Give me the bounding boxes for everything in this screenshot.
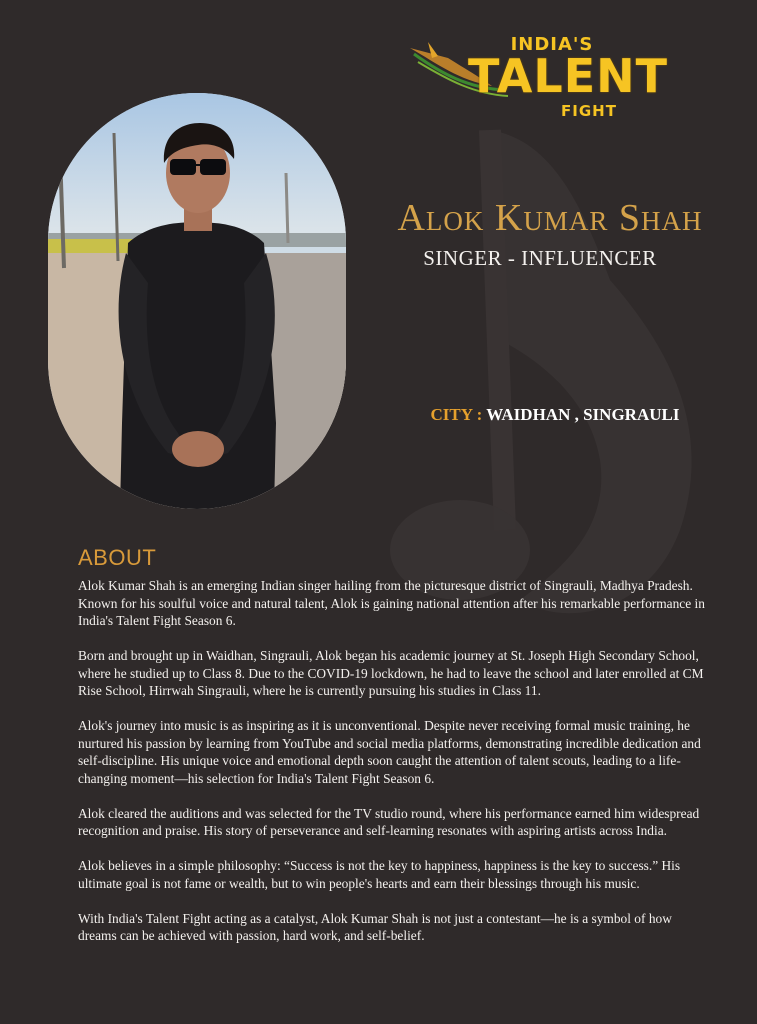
city-label: CITY : <box>430 405 483 424</box>
about-heading: ABOUT <box>78 545 157 570</box>
logo-line-indias: INDIA'S <box>510 34 594 55</box>
logo-line-fight: FIGHT <box>561 102 617 120</box>
about-paragraph: Alok believes in a simple philosophy: “Success is not the key to happiness, happiness is the key to success.” His ultimate goal is not fame or wealth, but to win people's hearts and earn their blessings through his music. <box>78 858 681 891</box>
city-line <box>405 405 705 425</box>
about-body <box>78 577 706 962</box>
profile-photo <box>48 93 346 509</box>
person-name: Alok Kumar Shah <box>397 197 703 239</box>
about-paragraph: Alok Kumar Shah is an emerging Indian singer hailing from the picturesque district of Singrauli, Madhya Pradesh. Known for his soulful voice and natural talent, Alok is gaining national attention after his remarkable performance in India's Talent Fight Season 6. <box>78 578 705 628</box>
logo-line-talent: TALENT <box>468 49 669 103</box>
about-paragraph: With India's Talent Fight acting as a catalyst, Alok Kumar Shah is not just a contestant—he is a symbol of how dreams can be achieved with passion, hard work, and self-belief. <box>78 910 672 943</box>
about-paragraph: Alok cleared the auditions and was selected for the TV studio round, where his performance earned him widespread recognition and praise. His story of perseverance and self-learning resonates with aspiring artists across India. <box>78 805 700 838</box>
about-paragraph: Born and brought up in Waidhan, Singrauli, Alok began his academic journey at St. Joseph High Secondary School, where he studied up to Class 8. Due to the COVID-19 lockdown, he had to leave the school and later enrolled at CM Rise School, Hirrwah Singrauli, where he is currently pursuing his studies in Class 11. <box>78 648 704 698</box>
show-logo <box>408 28 669 124</box>
city-value: WAIDHAN , SINGRAULI <box>486 405 680 424</box>
person-role: SINGER - INFLUENCER <box>423 246 657 270</box>
about-paragraph: Alok's journey into music is as inspiring as it is unconventional. Despite never receiving formal music training, he nurtured his passion by learning from YouTube and social media platforms, demonstrating incredible dedication and self-discipline. His unique voice and emotional depth soon caught the attention of talent scouts, leading to a life-changing moment—his selection for India's Talent Fight Season 6. <box>78 718 701 786</box>
